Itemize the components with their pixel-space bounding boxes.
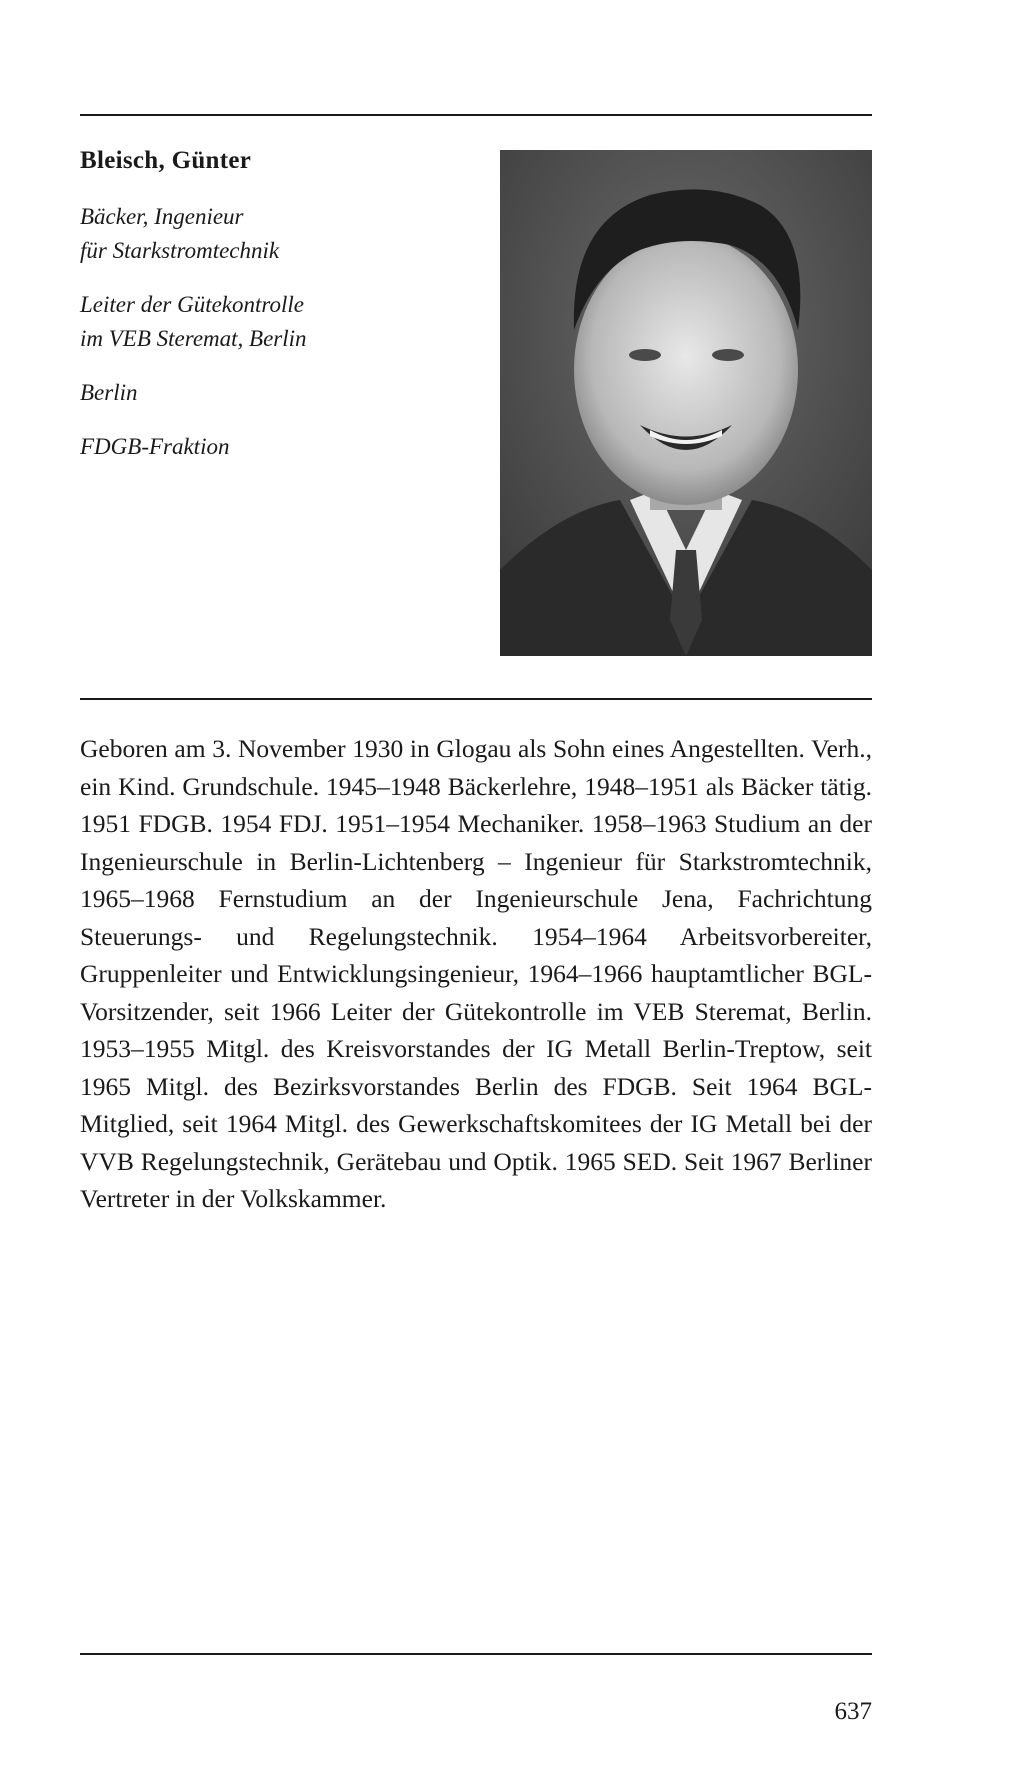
position-line-1: Leiter der Gütekontrolle — [80, 292, 304, 317]
page-number: 637 — [834, 1698, 872, 1725]
faction: FDGB-Fraktion — [80, 434, 230, 459]
middle-rule — [80, 698, 872, 700]
portrait-photo — [500, 150, 872, 656]
occupation-line-2: für Starkstromtechnik — [80, 238, 280, 263]
constituency: Berlin — [80, 380, 138, 405]
portrait-image — [500, 150, 872, 656]
biography-text: Geboren am 3. November 1930 in Glogau als Sohn eines Angestellten. Verh., ein Kind. Grundschule. 1945–1948 Bäckerlehre, 1948–1951 als Bäcker tätig. 1951 FDGB. 1954 FDJ. 1951–1954 Mechaniker. 1958–1963 Studium an der Ingenieurschule in Berlin-Lichtenberg – Ingenieur für Starkstromtechnik, 1965–1968 Fernstudium an der Ingenieurschule Jena, Fachrichtung Steuerungs- und Regelungstechnik. 1954–1964 Arbeitsvorbereiter, Gruppenleiter und Entwicklungsingenieur, 1964–1966 hauptamtlicher BGL-Vorsitzender, seit 1966 Leiter der Gütekontrolle im VEB Steremat, Berlin. 1953–1955 Mitgl. des Kreisvorstandes der IG Metall Berlin-Treptow, seit 1965 Mitgl. des Bezirksvorstandes Berlin des FDGB. Seit 1964 BGL-Mitglied, seit 1964 Mitgl. des Gewerkschaftskomitees der IG Metall bei der VVB Regelungstechnik, Gerätebau und Optik. 1965 SED. Seit 1967 Berliner Vertreter in der Volkskammer. — [80, 734, 872, 1213]
bottom-rule — [80, 1653, 872, 1655]
entry-header — [80, 146, 480, 464]
person-name: Bleisch, Günter — [80, 147, 252, 174]
position-line-2: im VEB Steremat, Berlin — [80, 326, 307, 351]
top-rule — [80, 114, 872, 116]
occupation-line-1: Bäcker, Ingenieur — [80, 204, 244, 229]
